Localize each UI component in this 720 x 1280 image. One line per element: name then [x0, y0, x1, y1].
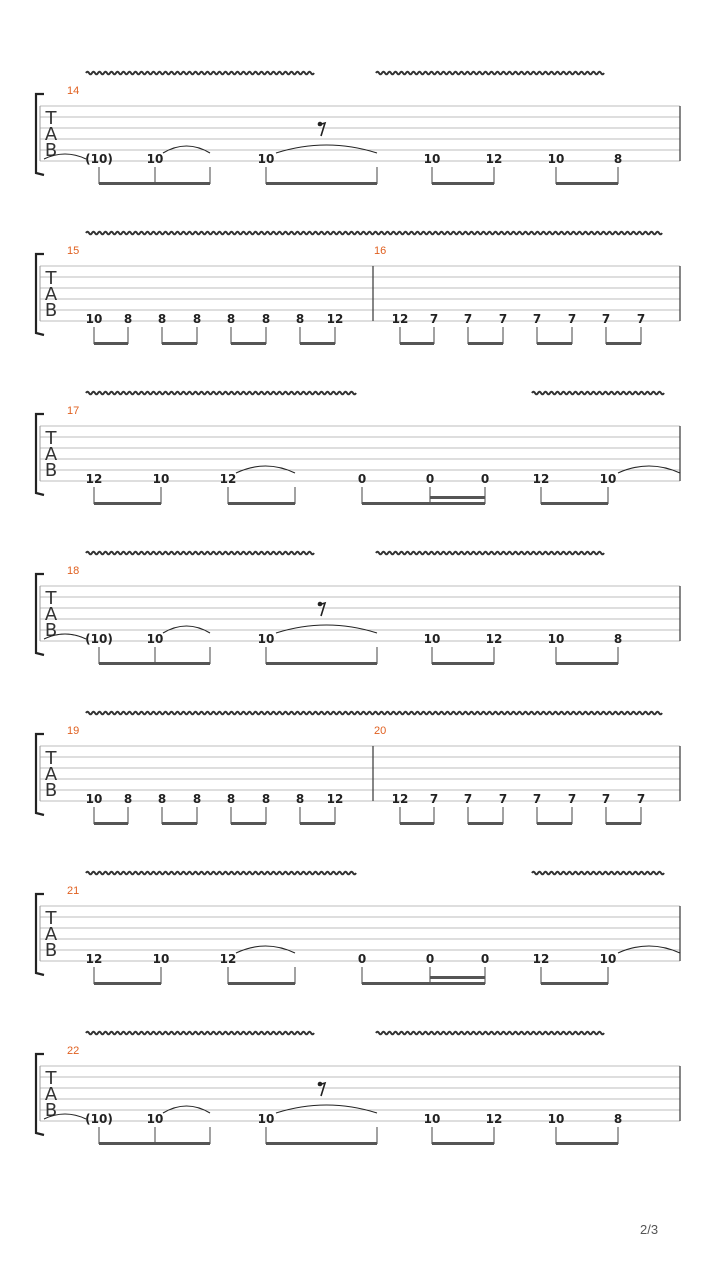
slur — [276, 145, 377, 153]
beam — [300, 342, 335, 345]
fret-number: 8 — [157, 792, 167, 806]
beam — [94, 502, 161, 505]
fret-number: 12 — [219, 472, 237, 486]
fret-number: 0 — [480, 952, 490, 966]
fret-number: 8 — [192, 312, 202, 326]
beam — [162, 822, 197, 825]
fret-number: 10 — [257, 152, 275, 166]
fret-number: 10 — [85, 792, 103, 806]
beam — [99, 662, 210, 665]
fret-number: 12 — [391, 312, 409, 326]
beam — [606, 342, 641, 345]
beam-secondary — [430, 976, 485, 979]
fret-number: 7 — [429, 792, 439, 806]
beam — [228, 982, 295, 985]
fret-number: 8 — [226, 312, 236, 326]
tab-clef-letter: T — [45, 268, 57, 289]
beam — [99, 182, 210, 185]
fret-number: 10 — [85, 312, 103, 326]
tab-clef-letter: A — [44, 604, 58, 625]
tab-clef-letter: A — [44, 444, 58, 465]
fret-number: 0 — [425, 952, 435, 966]
beam — [432, 1142, 494, 1145]
fret-number: 8 — [613, 152, 623, 166]
beam — [537, 342, 572, 345]
fret-number: 0 — [357, 952, 367, 966]
tab-clef-letter: A — [44, 1084, 58, 1105]
fret-number: 7 — [636, 792, 646, 806]
vibrato-line — [86, 872, 356, 875]
fret-number: 7 — [498, 792, 508, 806]
fret-number: 10 — [599, 472, 617, 486]
beam — [231, 822, 266, 825]
fret-number: 7 — [532, 312, 542, 326]
fret-number: 10 — [547, 632, 565, 646]
fret-number: 7 — [463, 792, 473, 806]
fret-number: 8 — [613, 632, 623, 646]
fret-number: 0 — [425, 472, 435, 486]
vibrato-line — [376, 552, 604, 555]
fret-number: 8 — [123, 792, 133, 806]
beam — [162, 342, 197, 345]
fret-number: (10) — [85, 1112, 113, 1126]
beam — [556, 1142, 618, 1145]
measure-number: 15 — [67, 245, 80, 257]
beam — [541, 502, 608, 505]
fret-number: 0 — [480, 472, 490, 486]
vibrato-line — [86, 552, 314, 555]
vibrato-line — [376, 1032, 604, 1035]
fret-number: 12 — [485, 632, 503, 646]
beam-secondary — [430, 496, 485, 499]
slur — [276, 625, 377, 633]
beam — [400, 822, 434, 825]
fret-number: 7 — [601, 792, 611, 806]
measure-number: 21 — [67, 885, 80, 897]
beam — [266, 182, 377, 185]
measure-number: 16 — [374, 245, 387, 257]
tab-clef-letter: B — [44, 300, 58, 321]
fret-number: 8 — [295, 312, 305, 326]
beam — [266, 662, 377, 665]
fret-number: 12 — [326, 792, 344, 806]
beam — [94, 982, 161, 985]
measure-number: 18 — [67, 565, 80, 577]
fret-number: 8 — [295, 792, 305, 806]
beam — [606, 822, 641, 825]
beam — [400, 342, 434, 345]
beam — [432, 182, 494, 185]
tab-clef-letter: T — [45, 908, 57, 929]
tab-clef-letter: T — [45, 108, 57, 129]
tab-clef-letter: B — [44, 1100, 58, 1121]
fret-number: 10 — [423, 632, 441, 646]
measure-number: 20 — [374, 725, 387, 737]
measure-number: 22 — [67, 1045, 80, 1057]
measure-number: 14 — [67, 85, 80, 97]
fret-number: 8 — [157, 312, 167, 326]
tab-clef-letter: A — [44, 284, 58, 305]
beam — [94, 822, 128, 825]
fret-number: 8 — [261, 312, 271, 326]
beam — [468, 822, 503, 825]
beam — [432, 662, 494, 665]
tab-clef-letter: T — [45, 1068, 57, 1089]
fret-number: 10 — [152, 472, 170, 486]
fret-number: 7 — [463, 312, 473, 326]
fret-number: 7 — [498, 312, 508, 326]
beam — [362, 502, 485, 505]
fret-number: 8 — [123, 312, 133, 326]
tab-clef-letter: T — [45, 588, 57, 609]
tab-clef-letter: B — [44, 460, 58, 481]
fret-number: 12 — [485, 1112, 503, 1126]
fret-number: 10 — [423, 152, 441, 166]
tab-clef-letter: B — [44, 940, 58, 961]
beam — [300, 822, 335, 825]
tab-clef-letter: T — [45, 428, 57, 449]
fret-number: 10 — [547, 1112, 565, 1126]
beam — [228, 502, 295, 505]
beam — [541, 982, 608, 985]
fret-number: 7 — [567, 792, 577, 806]
vibrato-line — [86, 1032, 314, 1035]
tab-clef-letter: A — [44, 124, 58, 145]
tab-clef-letter: B — [44, 140, 58, 161]
beam — [231, 342, 266, 345]
tab-clef-letter: A — [44, 764, 58, 785]
fret-number: 10 — [257, 632, 275, 646]
fret-number: 12 — [85, 472, 103, 486]
fret-number: 12 — [485, 152, 503, 166]
fret-number: 8 — [192, 792, 202, 806]
tab-clef-letter: B — [44, 780, 58, 801]
fret-number: 10 — [423, 1112, 441, 1126]
beam — [99, 1142, 210, 1145]
tab-clef-letter: A — [44, 924, 58, 945]
fret-number: 12 — [532, 952, 550, 966]
fret-number: 10 — [146, 152, 164, 166]
beam — [266, 1142, 377, 1145]
fret-number: 0 — [357, 472, 367, 486]
fret-number: 12 — [219, 952, 237, 966]
fret-number: 7 — [429, 312, 439, 326]
fret-number: 12 — [391, 792, 409, 806]
vibrato-line — [532, 392, 664, 395]
fret-number: 10 — [257, 1112, 275, 1126]
beam — [556, 182, 618, 185]
fret-number: 12 — [532, 472, 550, 486]
vibrato-line — [532, 872, 664, 875]
beam — [468, 342, 503, 345]
page-number: 2/3 — [640, 1222, 659, 1237]
tab-clef-letter: T — [45, 748, 57, 769]
beam — [556, 662, 618, 665]
fret-number: (10) — [85, 632, 113, 646]
measure-number: 17 — [67, 405, 80, 417]
fret-number: 10 — [547, 152, 565, 166]
vibrato-line — [376, 72, 604, 75]
vibrato-line — [86, 72, 314, 75]
fret-number: 7 — [601, 312, 611, 326]
beam — [94, 342, 128, 345]
vibrato-line — [86, 392, 356, 395]
fret-number: 7 — [532, 792, 542, 806]
fret-number: 10 — [599, 952, 617, 966]
fret-number: 7 — [567, 312, 577, 326]
fret-number: 10 — [152, 952, 170, 966]
vibrato-line — [86, 712, 662, 715]
slur — [276, 1105, 377, 1113]
beam — [362, 982, 485, 985]
fret-number: 12 — [85, 952, 103, 966]
fret-number: 8 — [226, 792, 236, 806]
fret-number: 12 — [326, 312, 344, 326]
beam — [537, 822, 572, 825]
fret-number: 7 — [636, 312, 646, 326]
fret-number: (10) — [85, 152, 113, 166]
fret-number: 8 — [261, 792, 271, 806]
tab-clef-letter: B — [44, 620, 58, 641]
measure-number: 19 — [67, 725, 80, 737]
vibrato-line — [86, 232, 662, 235]
fret-number: 10 — [146, 1112, 164, 1126]
fret-number: 10 — [146, 632, 164, 646]
fret-number: 8 — [613, 1112, 623, 1126]
